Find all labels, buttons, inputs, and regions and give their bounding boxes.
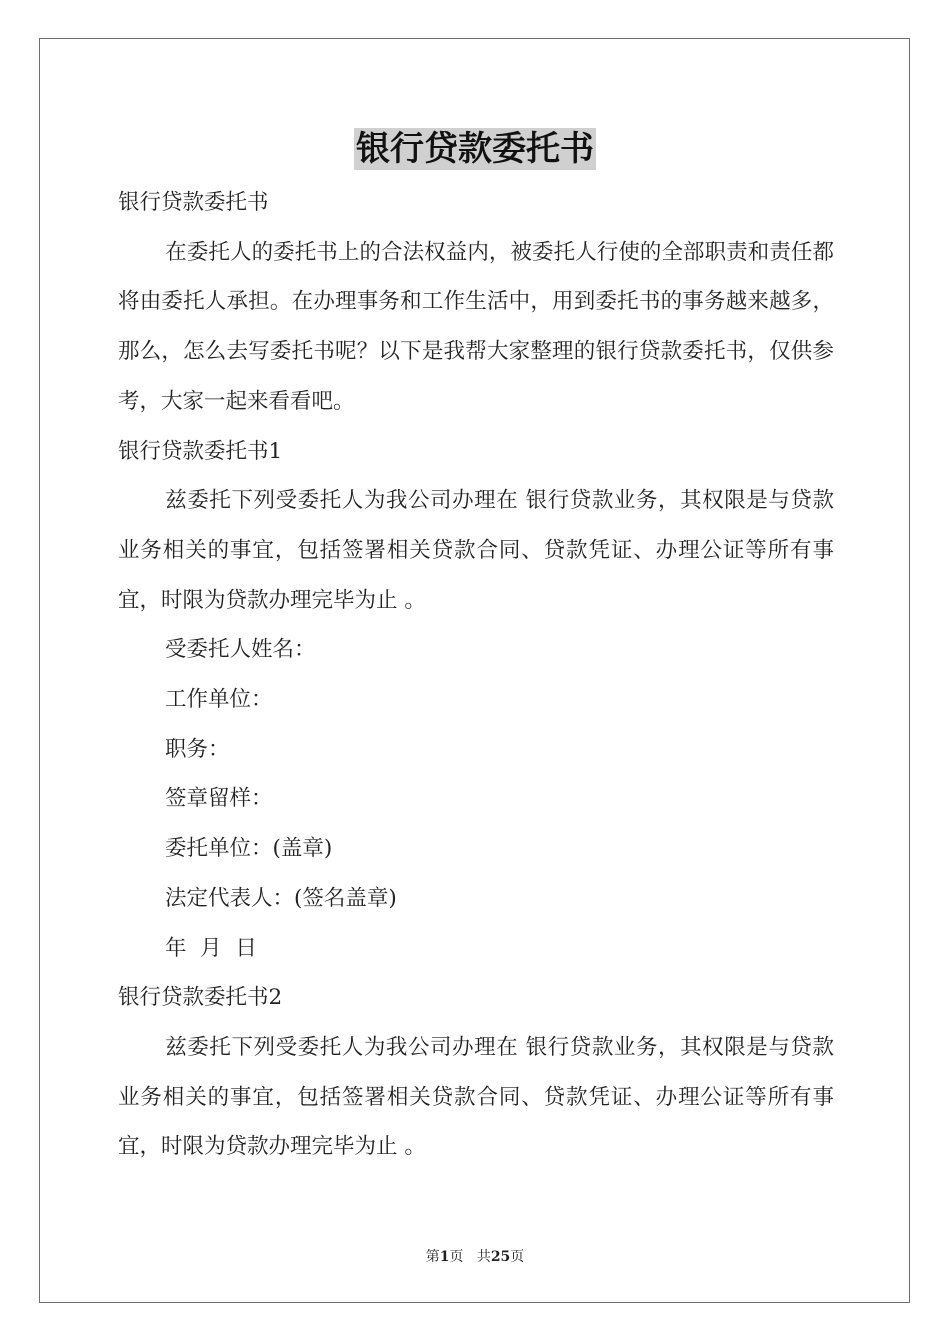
page-number: 1 [439,1249,450,1265]
field-trustee-name: 受委托人姓名： [165,637,316,663]
section-2-heading: 银行贷款委托书2 [118,985,283,1011]
field-date: 年 月 日 [165,935,257,961]
page-prefix: 第 [425,1249,440,1265]
field-signature-sample: 签章留样： [165,786,273,812]
field-entrusting-unit: 委托单位：(盖章) [165,836,333,862]
page-footer [0,1246,950,1266]
field-work-unit: 工作单位： [165,687,273,713]
total-pages: 25 [490,1249,511,1265]
page-suffix: 页 [449,1249,464,1265]
total-prefix: 共 [476,1249,491,1265]
document-body [118,178,834,1172]
document-subtitle: 银行贷款委托书 [118,190,269,215]
field-position: 职务： [165,736,230,762]
total-suffix: 页 [510,1249,525,1265]
document-title: 银行贷款委托书 [356,129,594,169]
section-1-body: 兹委托下列受委托人为我公司办理在 银行贷款业务，其权限是与贷款业务相关的事宜，包括签署相关贷款合同、贷款凭证、办理公证等所有事宜，时限为贷款办理完毕为止 。 [118,488,834,613]
section-2-body: 兹委托下列受委托人为我公司办理在 银行贷款业务，其权限是与贷款业务相关的事宜，包括签署相关贷款合同、贷款凭证、办理公证等所有事宜，时限为贷款办理完毕为止 。 [118,1034,834,1160]
intro-paragraph: 在委托人的委托书上的合法权益内，被委托人行使的全部职责和责任都将由委托人承担。在办理事务和工作生活中，用到委托书的事务越来越多，那么，怎么去写委托书呢？以下是我帮大家整理的银行贷款委托书，仅供参考，大家一起来看看吧。 [118,239,834,414]
section-1-heading: 银行贷款委托书1 [118,438,283,464]
field-legal-representative: 法定代表人：(签名盖章) [165,885,397,911]
title-wrap [0,128,950,170]
